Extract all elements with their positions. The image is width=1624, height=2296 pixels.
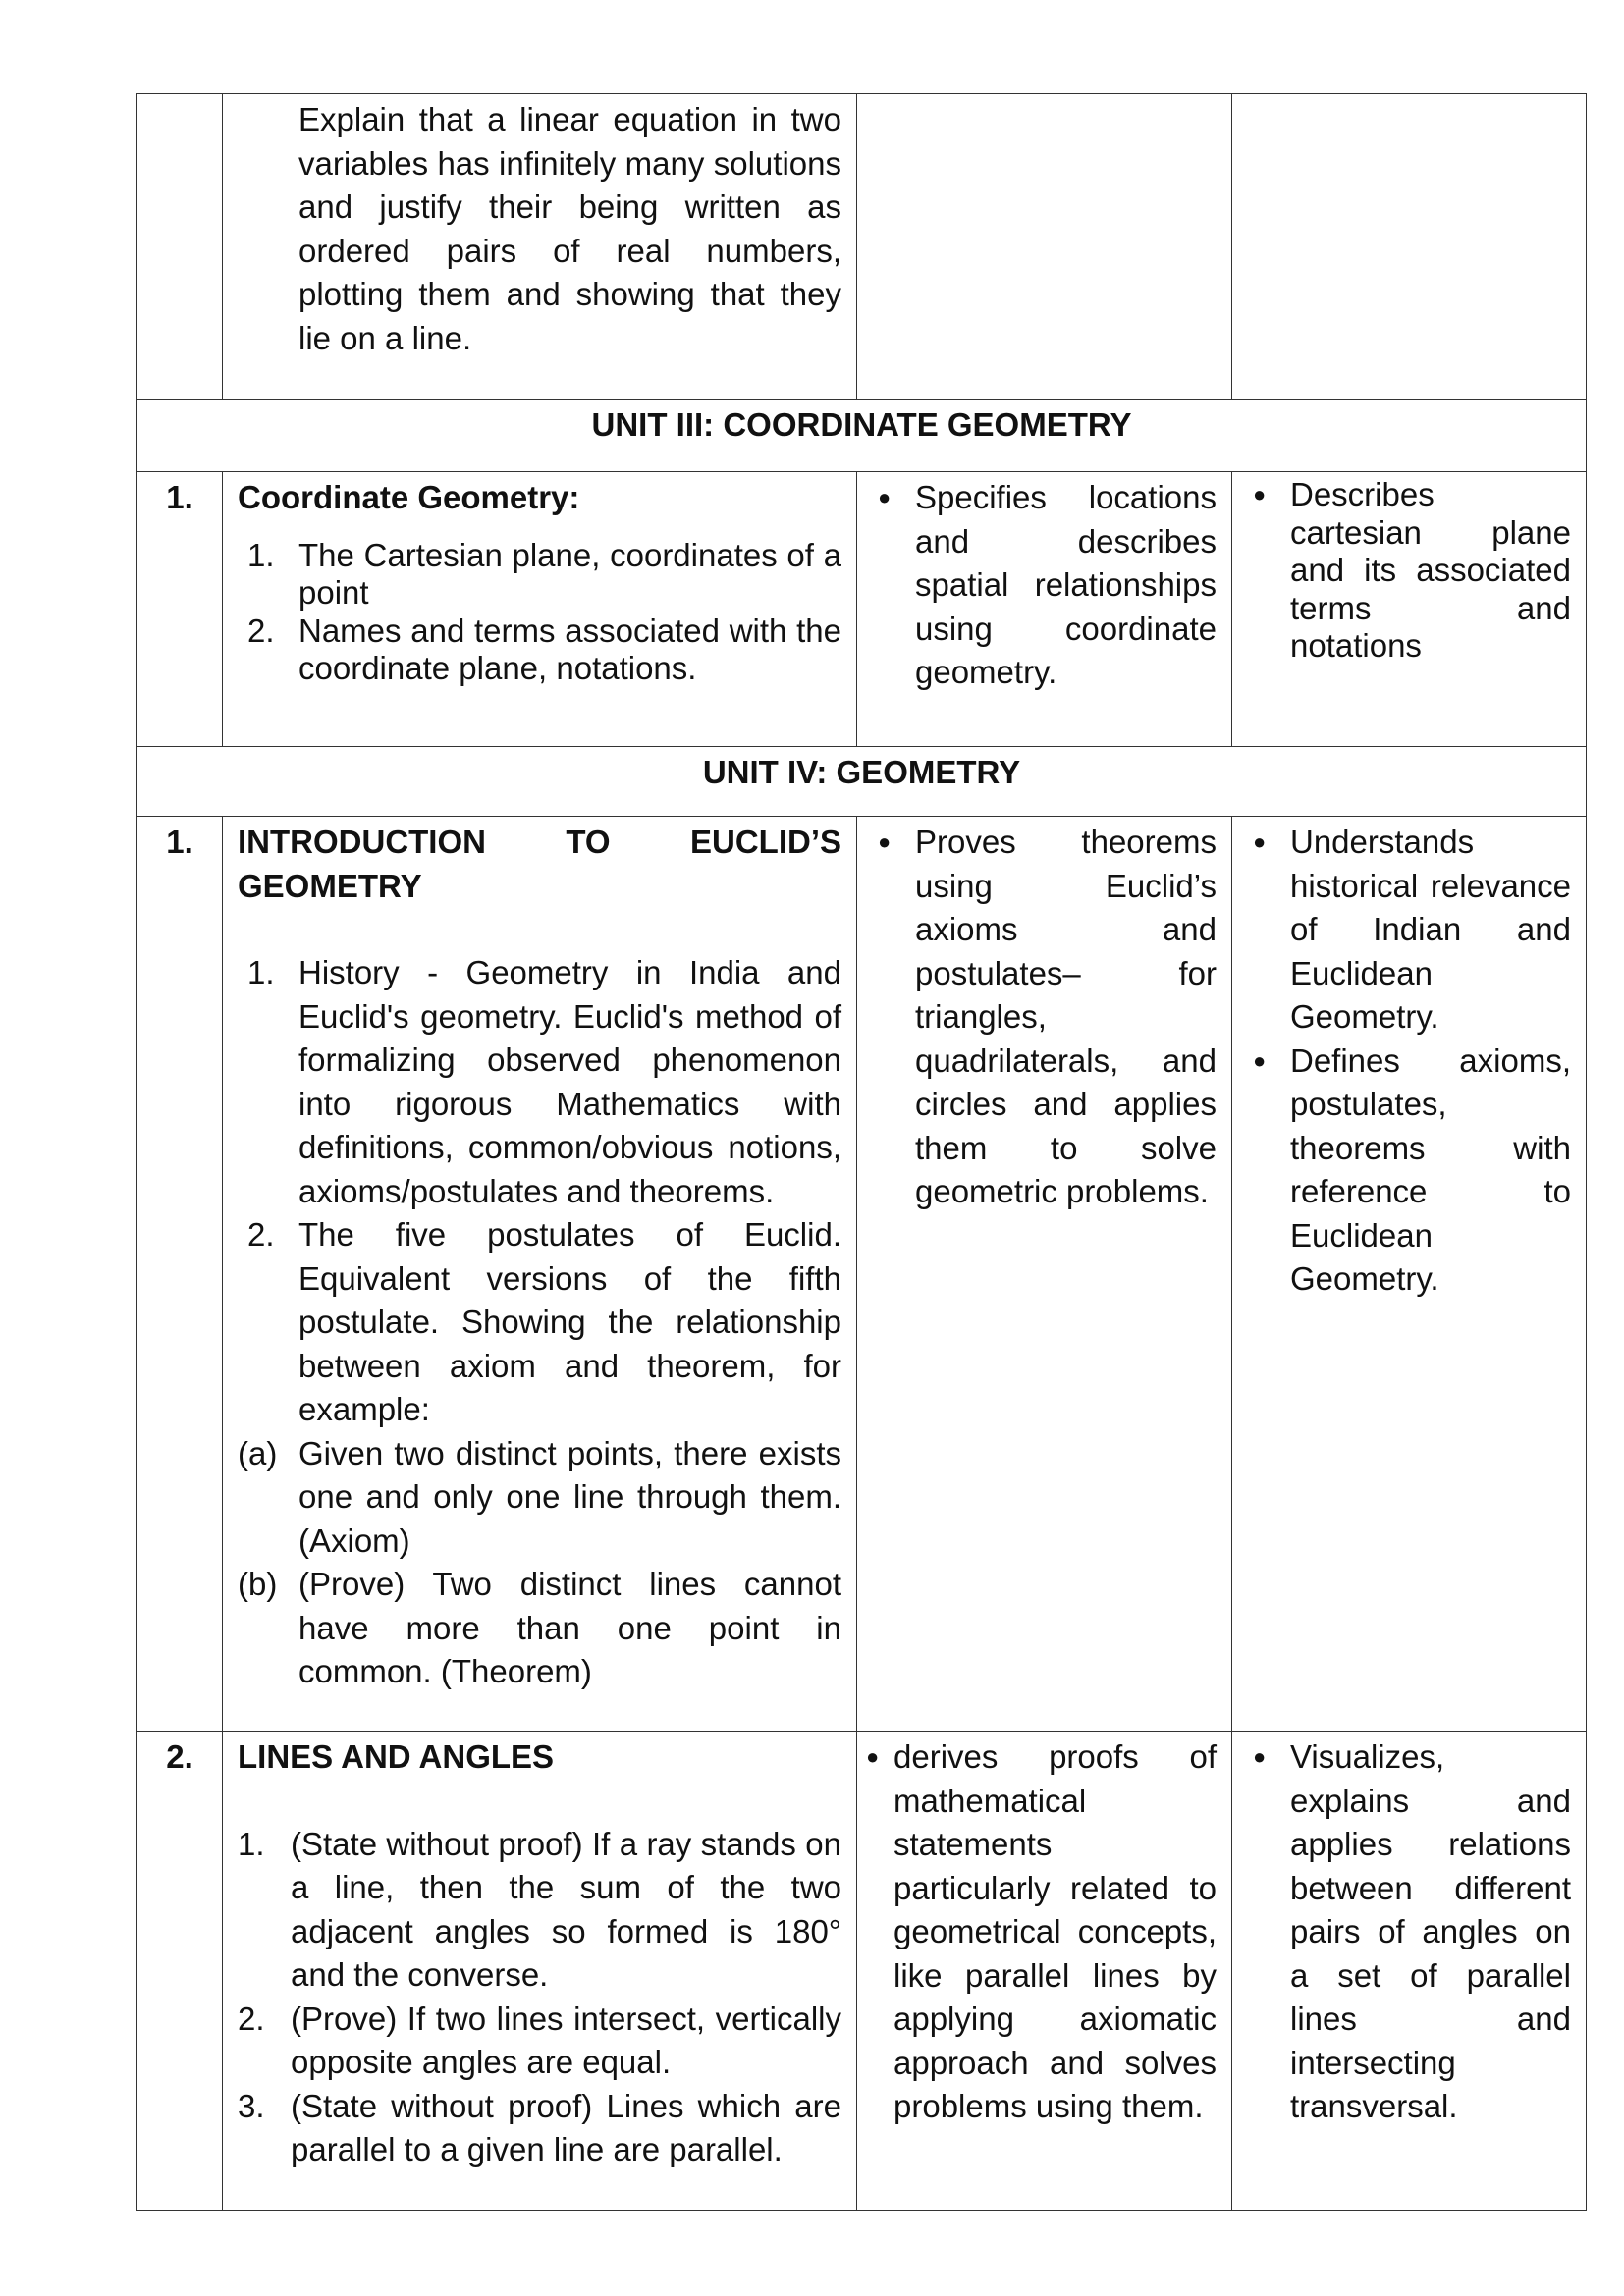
list-item: ● Understands historical relevance of Indian and Euclidean Geometry. — [1247, 821, 1571, 1040]
sno-cell — [137, 94, 223, 400]
content-cell — [223, 472, 857, 747]
list-item: 3. (State without proof) Lines which are parallel to a given line are parallel. — [238, 2087, 841, 2167]
syllabus-table — [136, 93, 1587, 2211]
list-item: 2. Names and terms associated with the coordinate plane, notations. — [247, 612, 841, 686]
content-cell — [223, 94, 857, 400]
bullet-dot-icon: ● — [878, 485, 892, 509]
competency-cell — [857, 817, 1232, 1732]
unit-title: UNIT III: COORDINATE GEOMETRY — [137, 400, 1587, 472]
sno-cell: 1. — [137, 817, 223, 1732]
list-item: 1. History - Geometry in India and Euclid's geometry. Euclid's method of formalizing observed phenomenon into rigorous Mathematics with definitions, common/obvious notions, axioms/postulates and theorems. — [247, 954, 841, 1209]
content-cell — [223, 817, 857, 1732]
topic-list — [238, 951, 841, 1694]
list-item: 1. (State without proof) If a ray stands on a line, then the sum of the two adjacent angles so formed is 180° and the converse. — [238, 1825, 841, 1993]
unit-header-row — [137, 747, 1587, 817]
list-item: ● derives proofs of mathematical statements particularly related to geometrical concepts, like parallel lines by applying axiomatic approach and solves problems using them. — [872, 1735, 1217, 2129]
table-row — [137, 1732, 1587, 2211]
unit-title: UNIT IV: GEOMETRY — [137, 747, 1587, 817]
table-row — [137, 472, 1587, 747]
sno-cell: 2. — [137, 1732, 223, 2211]
competency-cell — [857, 472, 1232, 747]
content-cell — [223, 1732, 857, 2211]
list-item: (b) (Prove) Two distinct lines cannot have more than one point in common. (Theorem) — [238, 1566, 841, 1689]
topic-heading: Coordinate Geometry: — [238, 479, 580, 515]
list-item: ● Describes cartesian plane and its associated terms and notations — [1253, 476, 1571, 664]
sno-cell: 1. — [137, 472, 223, 747]
table-row — [137, 94, 1587, 400]
outcome-cell — [1232, 817, 1587, 1732]
list-item: ● Defines axioms, postulates, theorems with reference to Euclidean Geometry. — [1247, 1040, 1571, 1302]
competency-cell — [857, 94, 1232, 400]
bullet-dot-icon: ● — [1253, 482, 1267, 507]
topic-heading: INTRODUCTION TO EUCLID’S GEOMETRY — [238, 824, 841, 904]
bullet-dot-icon: ● — [878, 829, 892, 854]
list-item: ● Proves theorems using Euclid’s axioms and postulates– for triangles, quadrilaterals, and circles and applies them to solve geometric problems. — [872, 821, 1217, 1214]
competency-cell — [857, 1732, 1232, 2211]
list-item: 1. The Cartesian plane, coordinates of a point — [247, 536, 841, 611]
topic-text: Explain that a linear equation in two variables has infinitely many solutions and justify their being written as ordered pairs of real numbers, plotting them and showing that they lie on a line. — [298, 101, 841, 356]
outcome-cell — [1232, 472, 1587, 747]
outcome-cell — [1232, 94, 1587, 400]
table-row — [137, 817, 1587, 1732]
list-item: 2. The five postulates of Euclid. Equivalent versions of the fifth postulate. Showing the relationship between axiom and theorem, for example: — [247, 1216, 841, 1427]
list-item: 2. (Prove) If two lines intersect, vertically opposite angles are equal. — [238, 2000, 841, 2080]
unit-header-row — [137, 400, 1587, 472]
list-item: (a) Given two distinct points, there exists one and only one line through them. (Axiom) — [238, 1434, 841, 1559]
list-item: ● Visualizes, explains and applies relations between different pairs of angles on a set of parallel lines and intersecting transversal. — [1247, 1735, 1571, 2129]
bullet-dot-icon: ● — [1253, 829, 1267, 854]
bullet-dot-icon: ● — [1253, 1744, 1267, 1769]
competency-list — [866, 1735, 1217, 2129]
outcome-list — [1247, 821, 1571, 1302]
competency-list — [872, 476, 1217, 695]
competency-list — [872, 821, 1217, 1214]
topic-heading: LINES AND ANGLES — [238, 1738, 555, 1775]
bullet-dot-icon: ● — [866, 1744, 880, 1769]
outcome-list — [1247, 1735, 1571, 2129]
list-item: ● Specifies locations and describes spatial relationships using coordinate geometry. — [872, 476, 1217, 695]
outcome-cell — [1232, 1732, 1587, 2211]
bullet-dot-icon: ● — [1253, 1047, 1267, 1073]
outcome-list — [1247, 476, 1571, 666]
topic-list — [238, 537, 841, 688]
topic-list — [238, 1823, 841, 2172]
